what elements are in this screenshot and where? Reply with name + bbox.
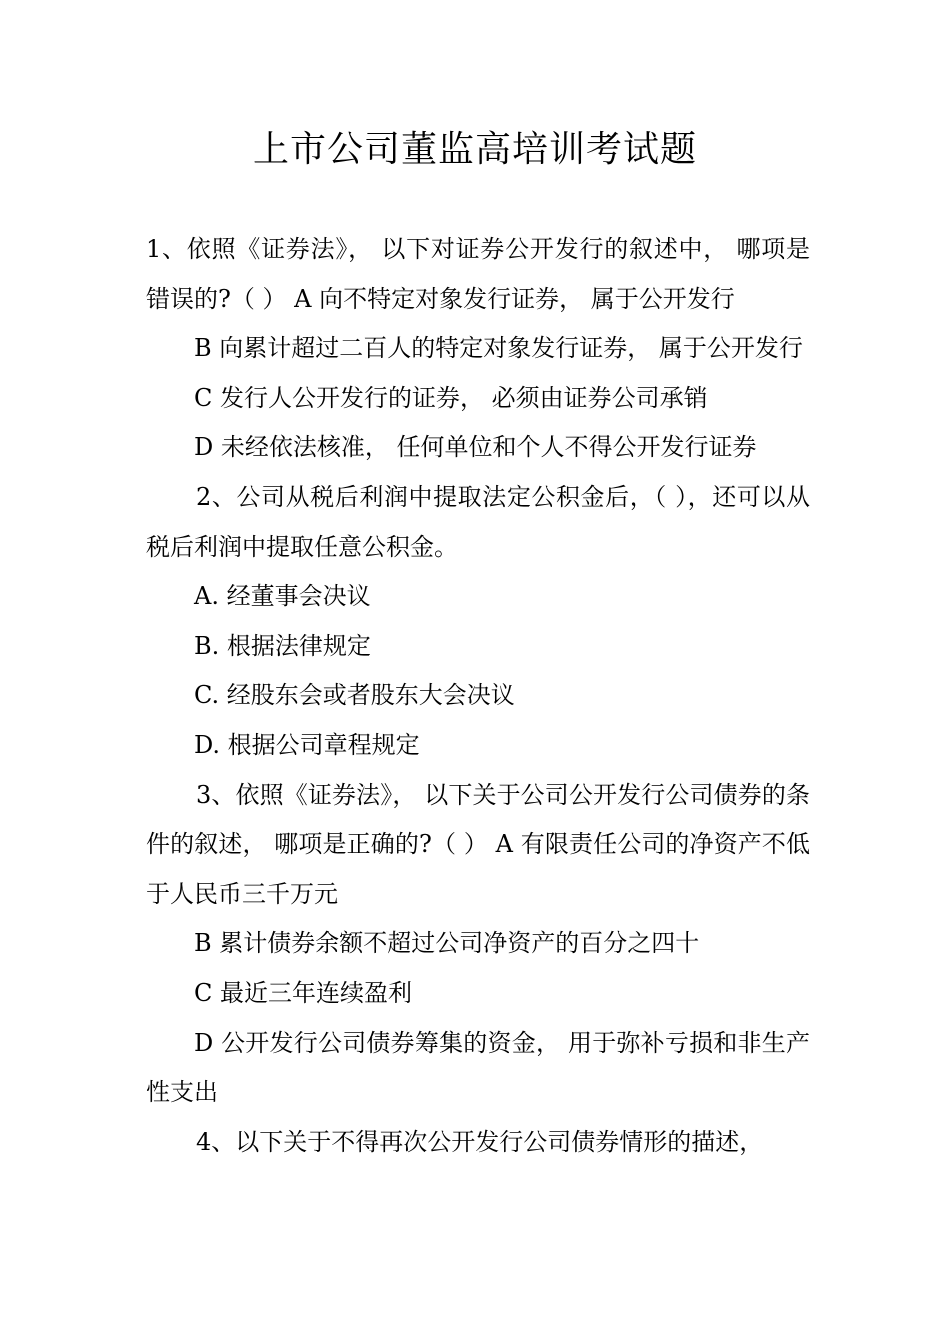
question-1-option-c: C 发行人公开发行的证券， 必须由证券公司承销	[194, 383, 708, 412]
question-3-stem: 3、依照《证券法》， 以下关于公司公开发行公司债券的条件的叙述， 哪项是正确的?（ ） A 有限责任公司的净资产不低于人民币三千万元	[146, 780, 810, 908]
document-title: 上市公司董监高培训考试题	[252, 129, 697, 170]
document-body	[146, 225, 810, 1167]
question-3-option-c: C 最近三年连续盈利	[194, 978, 412, 1007]
question-3-option-b: B 累计债券余额不超过公司净资产的百分之四十	[194, 929, 700, 958]
question-1-option-d: D 未经依法核准， 任何单位和个人不得公开发行证券	[194, 433, 757, 462]
question-3-option-d: D 公开发行公司债券筹集的资金， 用于弥补亏损和非生产性支出	[146, 1028, 810, 1107]
question-4-stem: 4、以下关于不得再次公开发行公司债券情形的描述，	[196, 1127, 764, 1156]
question-2-option-d: D. 根据公司章程规定	[194, 730, 420, 759]
question-2-option-a: A. 经董事会决议	[194, 582, 371, 611]
question-2-option-c: C. 经股东会或者股东大会决议	[194, 681, 515, 710]
question-2-stem: 2、公司从税后利润中提取法定公积金后，（ ），还可以从税后利润中提取任意公积金。	[146, 482, 810, 561]
question-1-stem: 1、依照《证券法》， 以下对证券公开发行的叙述中， 哪项是错误的?（ ） A 向不特定对象发行证券， 属于公开发行	[146, 235, 810, 313]
question-2-option-b: B. 根据法律规定	[194, 631, 371, 660]
question-1-option-b: B 向累计超过二百人的特定对象发行证券， 属于公开发行	[194, 334, 803, 363]
